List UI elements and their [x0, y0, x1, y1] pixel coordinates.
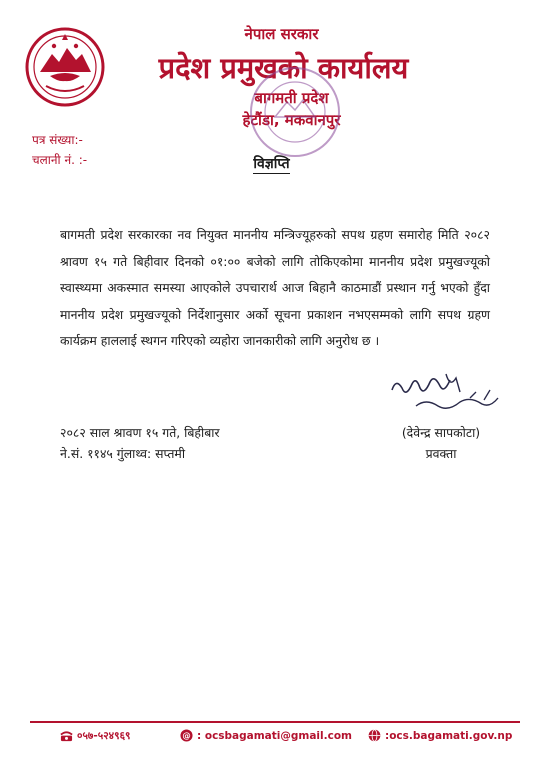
footer-email-address[interactable]: : ocsbagamati@gmail.com — [197, 729, 352, 742]
date-bikram-sambat: २०८२ साल श्रावण १५ गते, बिहीबार — [60, 425, 220, 440]
office-stamp-icon — [245, 62, 345, 162]
government-name: नेपाल सरकार — [244, 25, 319, 43]
dispatch-number-label: चलानी नं. :- — [32, 153, 88, 167]
province-name: बागमती प्रदेश — [254, 89, 329, 107]
footer-website-url[interactable]: :ocs.bagamati.gov.np — [385, 729, 513, 742]
footer-website — [368, 729, 512, 742]
notice-title — [0, 154, 543, 173]
signatory-role: प्रवक्ता — [425, 446, 457, 461]
footer-phone-number: ०५७-५२४९६९ — [77, 730, 131, 742]
notice-title-text: विज्ञप्ति — [253, 156, 290, 172]
globe-icon — [368, 729, 381, 742]
svg-text:@: @ — [182, 730, 191, 741]
office-title: प्रदेश प्रमुखको कार्यालय — [158, 51, 409, 85]
footer-email — [180, 729, 352, 742]
phone-icon — [60, 730, 73, 743]
date-nepal-sambat: ने.सं. ११४५ गुंलाथ्व: सप्तमी — [60, 446, 186, 461]
footer-phone — [60, 729, 131, 743]
signature-icon — [386, 368, 506, 416]
signatory-name: (देवेन्द्र सापकोटा) — [401, 425, 481, 440]
letter-number-label: पत्र संख्या:- — [32, 133, 83, 147]
notice-body: बागमती प्रदेश सरकारका नव नियुक्त माननीय मन्त्रिज्यूहरुको सपथ ग्रहण समारोह मिति २०८२ श्रावण १५ गते बिहीवार दिनको ०१:०० बजेको लागि तोकिएकोमा माननीय प्रदेश प्रमुखज्यूको स्वास्थ्यमा अकस्मात समस्या आएकोले उपचारार्थ आज बिहानै काठमाडौं प्रस्थान गर्नु भएको हुँदा माननीय प्रदेश प्रमुखज्यूको निर्देशानुसार अर्को सूचना प्रकाशन नभएसम्मको लागि सपथ ग्रहण कार्यक्रम हाललाई स्थगन गरिएको व्यहोरा जानकारीको लागि अनुरोध छ । — [60, 227, 490, 348]
office-location: हेटौंडा, मकवानपुर — [242, 111, 341, 129]
email-icon — [180, 729, 193, 742]
footer-divider — [30, 721, 520, 723]
